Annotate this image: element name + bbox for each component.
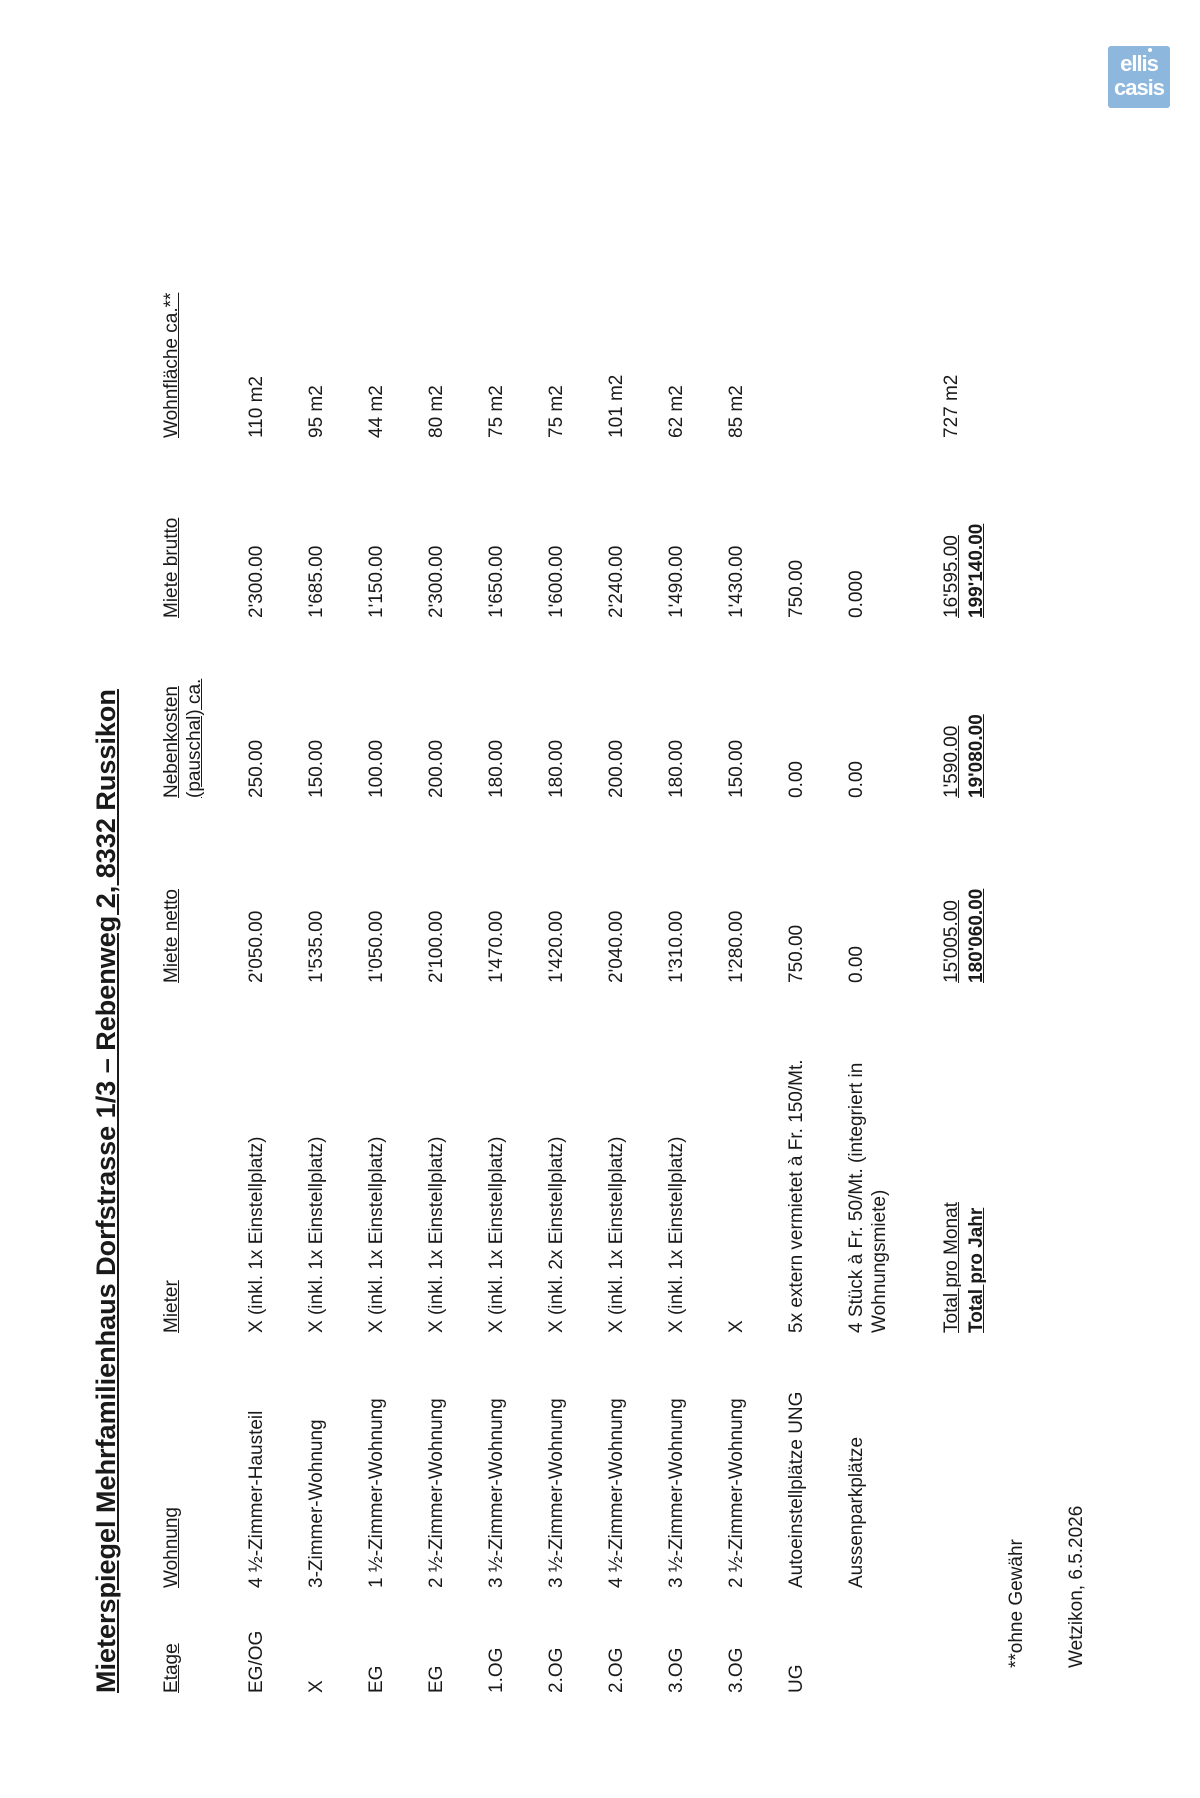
cell-mieter: X (inkl. 1x Einstellplatz) bbox=[306, 1136, 327, 1333]
cell-nebenkosten: 150.00 bbox=[306, 739, 327, 798]
cell-mieter: X (inkl. 1x Einstellplatz) bbox=[486, 1136, 507, 1333]
cell-miete-brutto: 1'650.00 bbox=[486, 545, 507, 618]
header-nebenkosten: Nebenkosten (pauschal) ca. bbox=[161, 678, 205, 798]
cell-etage: 2.OG bbox=[606, 1647, 627, 1693]
cell-miete-brutto: 2'300.00 bbox=[246, 545, 267, 618]
cell-etage: 1.OG bbox=[486, 1647, 507, 1693]
footnote: **ohne Gewähr bbox=[1006, 1539, 1027, 1668]
cell-nebenkosten: 0.00 bbox=[786, 761, 807, 798]
cell-wohnflaeche: 75 m2 bbox=[486, 385, 507, 438]
cell-miete-netto: 2'040.00 bbox=[606, 910, 627, 983]
total-year-label: Total pro Jahr bbox=[966, 1207, 987, 1333]
cell-mieter: X bbox=[726, 1320, 747, 1333]
header-wohnung: Wohnung bbox=[161, 1507, 182, 1588]
cell-wohnflaeche: 44 m2 bbox=[366, 385, 387, 438]
cell-miete-brutto: 1'685.00 bbox=[306, 545, 327, 618]
cell-miete-netto: 1'420.00 bbox=[546, 910, 567, 983]
cell-wohnung: 2 ½-Zimmer-Wohnung bbox=[726, 1398, 747, 1588]
header-mieter: Mieter bbox=[161, 1280, 182, 1333]
cell-wohnflaeche: 80 m2 bbox=[426, 385, 447, 438]
cell-mieter: 5x extern vermietet à Fr. 150/Mt. bbox=[786, 1059, 807, 1333]
cell-wohnflaeche: 101 m2 bbox=[606, 374, 627, 438]
cell-wohnflaeche: 85 m2 bbox=[726, 385, 747, 438]
cell-wohnflaeche: 75 m2 bbox=[546, 385, 567, 438]
cell-miete-netto: 1'050.00 bbox=[366, 910, 387, 983]
cell-miete-netto: 1'535.00 bbox=[306, 910, 327, 983]
total-year-brutto: 199'140.00 bbox=[966, 523, 987, 618]
cell-nebenkosten: 180.00 bbox=[546, 739, 567, 798]
cell-wohnung: Aussenparkplätze bbox=[846, 1436, 867, 1588]
cell-nebenkosten: 200.00 bbox=[606, 739, 627, 798]
cell-miete-netto: 0.00 bbox=[846, 946, 867, 983]
cell-miete-brutto: 750.00 bbox=[786, 559, 807, 618]
total-month-brutto: 16'595.00 bbox=[941, 535, 962, 618]
cell-miete-netto: 1'280.00 bbox=[726, 910, 747, 983]
cell-wohnung: 4 ½-Zimmer-Wohnung bbox=[606, 1398, 627, 1588]
cell-etage: UG bbox=[786, 1664, 807, 1693]
page-title: Mieterspiegel Mehrfamilienhaus Dorfstrasse 1/3 – Rebenweg 2, 8332 Russikon bbox=[91, 689, 121, 1693]
cell-nebenkosten: 150.00 bbox=[726, 739, 747, 798]
cell-nebenkosten: 250.00 bbox=[246, 739, 267, 798]
header-etage: Etage bbox=[161, 1643, 182, 1693]
cell-miete-brutto: 1'150.00 bbox=[366, 545, 387, 618]
cell-mieter: X (inkl. 1x Einstellplatz) bbox=[246, 1136, 267, 1333]
total-year-nebenkosten: 19'080.00 bbox=[966, 714, 987, 798]
cell-mieter: X (inkl. 1x Einstellplatz) bbox=[366, 1136, 387, 1333]
cell-wohnung: 3 ½-Zimmer-Wohnung bbox=[486, 1398, 507, 1588]
cell-etage: EG bbox=[366, 1665, 387, 1693]
cell-wohnung: 2 ½-Zimmer-Wohnung bbox=[426, 1398, 447, 1588]
cell-nebenkosten: 100.00 bbox=[366, 739, 387, 798]
total-month-netto: 15'005.00 bbox=[941, 900, 962, 983]
cell-nebenkosten: 200.00 bbox=[426, 739, 447, 798]
cell-miete-netto: 750.00 bbox=[786, 924, 807, 983]
cell-etage: 2.OG bbox=[546, 1647, 567, 1693]
cell-etage: EG bbox=[426, 1665, 447, 1693]
cell-wohnung: 3 ½-Zimmer-Wohnung bbox=[546, 1398, 567, 1588]
cell-miete-brutto: 1'600.00 bbox=[546, 545, 567, 618]
logo-line2: casis bbox=[1113, 75, 1165, 100]
cell-etage: 3.OG bbox=[726, 1647, 747, 1693]
cell-etage: 3.OG bbox=[666, 1647, 687, 1693]
total-wohnflaeche: 727 m2 bbox=[941, 374, 962, 438]
cell-nebenkosten: 180.00 bbox=[486, 739, 507, 798]
cell-wohnung: 1 ½-Zimmer-Wohnung bbox=[366, 1398, 387, 1588]
cell-miete-netto: 1'470.00 bbox=[486, 910, 507, 983]
cell-wohnflaeche: 62 m2 bbox=[666, 385, 687, 438]
cell-etage: X bbox=[306, 1680, 327, 1693]
cell-wohnflaeche: 110 m2 bbox=[246, 376, 267, 438]
cell-miete-brutto: 2'240.00 bbox=[606, 545, 627, 618]
cell-wohnung: 4 ½-Zimmer-Hausteil bbox=[246, 1410, 267, 1588]
cell-miete-brutto: 1'490.00 bbox=[666, 545, 687, 618]
cell-wohnflaeche: 95 m2 bbox=[306, 385, 327, 438]
cell-etage: EG/OG bbox=[246, 1630, 267, 1693]
cell-mieter: X (inkl. 1x Einstellplatz) bbox=[666, 1136, 687, 1333]
cell-nebenkosten: 180.00 bbox=[666, 739, 687, 798]
cell-miete-brutto: 1'430.00 bbox=[726, 545, 747, 618]
header-miete-netto: Miete netto bbox=[161, 889, 182, 983]
cell-miete-netto: 2'100.00 bbox=[426, 910, 447, 983]
cell-mieter: X (inkl. 1x Einstellplatz) bbox=[426, 1136, 447, 1333]
cell-miete-brutto: 2'300.00 bbox=[426, 545, 447, 618]
header-miete-brutto: Miete brutto bbox=[161, 517, 182, 618]
cell-wohnung: Autoeinstellplätze UNG bbox=[786, 1391, 807, 1588]
cell-miete-brutto: 0.000 bbox=[846, 570, 867, 618]
cell-wohnung: 3 ½-Zimmer-Wohnung bbox=[666, 1398, 687, 1588]
cell-nebenkosten: 0.00 bbox=[846, 761, 867, 798]
total-month-label: Total pro Monat bbox=[941, 1202, 962, 1333]
cell-mieter: X (inkl. 2x Einstellplatz) bbox=[546, 1136, 567, 1333]
logo-line1: ellis bbox=[1120, 51, 1158, 76]
cell-miete-netto: 1'310.00 bbox=[666, 910, 687, 983]
total-year-netto: 180'060.00 bbox=[966, 888, 987, 983]
cell-mieter: X (inkl. 1x Einstellplatz) bbox=[606, 1136, 627, 1333]
place-date: Wetzikon, 6.5.2026 bbox=[1066, 1505, 1087, 1668]
cell-miete-netto: 2'050.00 bbox=[246, 910, 267, 983]
total-month-nebenkosten: 1'590.00 bbox=[941, 725, 962, 798]
cell-mieter: 4 Stück à Fr. 50/Mt. (integriert in Wohnungsmiete) bbox=[846, 1062, 890, 1333]
cell-wohnung: 3-Zimmer-Wohnung bbox=[306, 1419, 327, 1588]
header-wohnflaeche: Wohnfläche ca.** bbox=[161, 292, 182, 438]
